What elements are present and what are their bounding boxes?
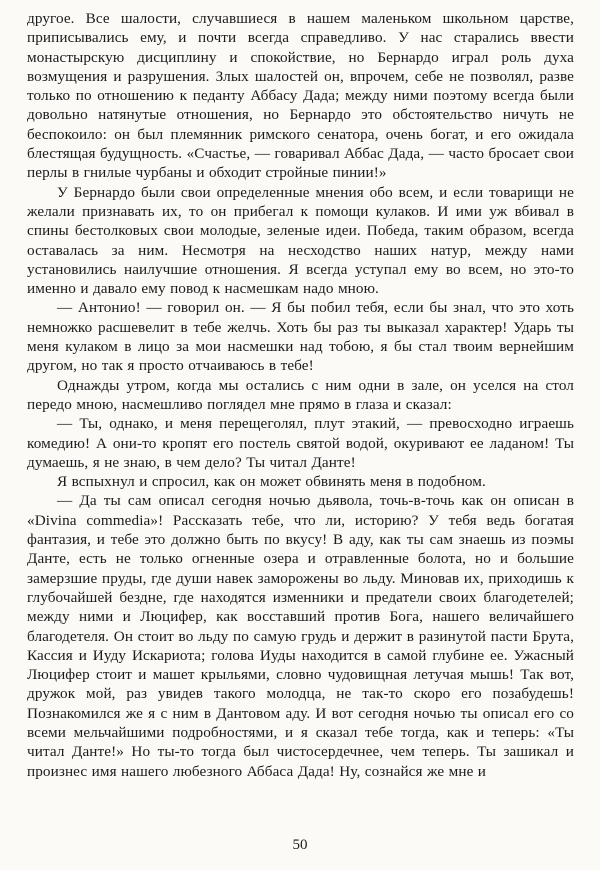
paragraph: — Да ты сам описал сегодня ночью дьявола, точь-в-точь как он описан в «Divina commedia»! Рассказать тебе, что ли, историю? У тебя ведь богатая фантазия, и тебе это должно быть по вкусу! В аду, как ты сам знаешь из поэмы Данте, есть не только огненные озера и отравленные болота, но и большие замерзшие пруды, где души навек заморожены во льду. Миновав их, приходишь к глубочайшей бездне, где находятся изменники и предатели своих благодетелей; между ними и Люцифер, как восставший против Бога, нашего величайшего благодетеля. Он стоит во льду по самую грудь и держит в разинутой пасти Брута, Кассия и Иуду Искариота; голова Иуды находится в самой глубине ее. Ужасный Люцифер стоит и машет крыльями, словно чудовищная летучая мышь! Так вот, дружок мой, раз увидев такого молодца, не так-то скоро его позабудешь! Познакомился же я с ним в Дантовом аду. И вот сегодня ночью ты описал его со всеми мельчайшими подробностями, и я сказал тебе тогда, как и теперь: «Ты читал Данте!» Но ты-то тогда был чистосердечнее, чем теперь. Ты зашикал и произнес имя нашего любезного Аббаса Дада! Ну, сознайся же мне и bbox=[27, 492, 574, 780]
paragraph: другое. Все шалости, случавшиеся в нашем маленьком школьном царстве, приписывались ему, и почти всегда справедливо. У нас старались ввести монастырскую дисциплину и спокойствие, но Бернардо играл роль духа возмущения и разрушения. Злых шалостей он, впрочем, себе не позволял, разве только по отношению к педанту Аббасу Дада; между ними поэтому всегда были довольно натянутые отношения, но Бернардо это обстоятельство ничуть не беспокоило: он был племянник римского сенатора, очень богат, и его ожидала блестящая будущность. «Счастье, — говаривал Аббас Дада, — часто бросает свои перлы в гнилые чурбаны и обходит стройные пинии!» bbox=[27, 10, 574, 182]
paragraph: — Антонио! — говорил он. — Я бы побил тебя, если бы знал, что это хоть немножко расшевелит в тебе желчь. Хоть бы раз ты выказал характер! Ударь ты меня кулаком в лицо за мои насмешки над тобою, я бы стал твоим вернейшим другом, но так я просто отчаиваюсь в тебе! bbox=[27, 299, 574, 375]
page-number: 50 bbox=[292, 837, 308, 853]
paragraph: Я вспыхнул и спросил, как он может обвинять меня в подобном. bbox=[57, 473, 486, 491]
paragraph: Однажды утром, когда мы остались с ним одни в зале, он уселся на стол передо мною, насмешливо поглядел мне прямо в глаза и сказал: bbox=[27, 376, 574, 413]
paragraph: У Бернардо были свои определенные мнения обо всем, и если товарищи не желали признавать их, то он прибегал к помощи кулаков. И ими уж вбивал в спины бестолковых свои молодые, зеленые идеи. Победа, таким образом, всегда оставалась за ним. Несмотря на несходство наших натур, между нами установились наилучшие отношения. Я всегда уступал ему во всем, но это-то именно и давало ему повод к насмешкам надо мною. bbox=[27, 183, 574, 298]
paragraph: — Ты, однако, и меня перещеголял, плут этакий, — превосходно играешь комедию! А они-то кропят его постель святой водой, окуривают ее ладаном! Ты думаешь, я не знаю, в чем дело? Ты читал Данте! bbox=[27, 415, 574, 471]
